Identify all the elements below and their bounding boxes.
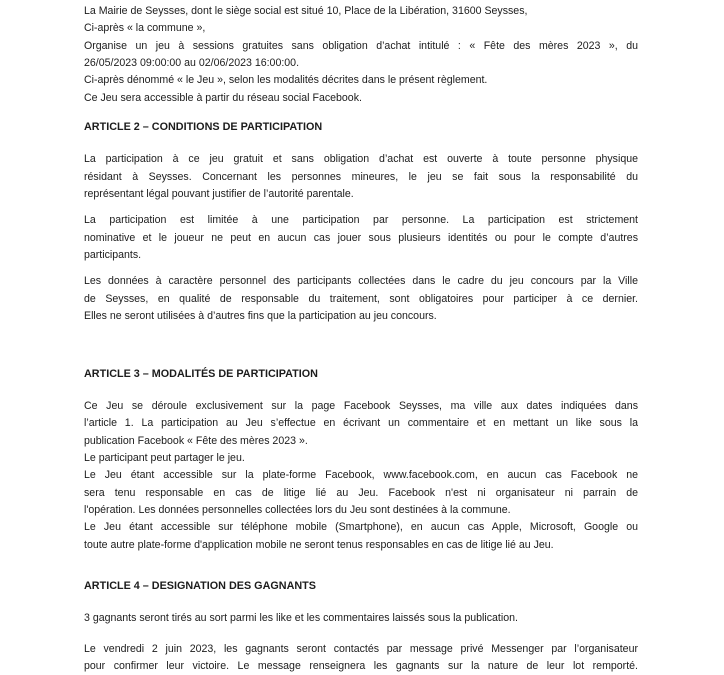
text-line: Le Jeu étant accessible sur la plate-forme Facebook, www.facebook.com, en aucun cas Facebook ne — [84, 469, 638, 482]
paragraph — [84, 151, 638, 203]
text-line: toute autre plate-forme d'application mobile ne seront tenus responsables en cas de litige lié au Jeu. — [84, 538, 554, 551]
text-line: nominative et le joueur ne peut en aucun cas jouer sous plusieurs identités ou pour le compte d’autres — [84, 231, 638, 244]
text-line: La participation à ce jeu gratuit et sans obligation d’achat est ouverte à toute personne physique — [84, 153, 638, 166]
text-line: Le Jeu étant accessible sur téléphone mobile (Smartphone), en aucun cas Apple, Microsoft, Google ou — [84, 521, 638, 534]
text-line: Elles ne seront utilisées à d’autres fins que la participation au jeu concours. — [84, 310, 437, 323]
paragraph — [84, 610, 638, 627]
article-heading: ARTICLE 2 – CONDITIONS DE PARTICIPATION — [84, 121, 323, 134]
text-line: Ce Jeu se déroule exclusivement sur la page Facebook Seysses, ma ville aux dates indiquées dans — [84, 399, 638, 412]
text-line: La participation est limitée à une participation par personne. La participation est strictement — [84, 214, 638, 227]
text-line: représentant légal pouvant justifier de l’autorité parentale. — [84, 188, 354, 201]
paragraph — [84, 641, 638, 675]
text-line: participants. — [84, 249, 142, 262]
text-line: sera tenu responsable en cas de litige lié au Jeu. Facebook n'est ni organisateur ni parrain de — [84, 486, 638, 499]
text-line: résidant à Seysses. Concernant les personnes mineures, le jeu se fait sous la responsabilité du — [84, 170, 638, 183]
text-line: publication Facebook « Fête des mères 2023 ». — [84, 434, 308, 447]
paragraph — [84, 273, 638, 325]
text-line: Organise un jeu à sessions gratuites sans obligation d’achat intitulé : « Fête des mères 2023 », du — [84, 39, 638, 52]
text-line: Le vendredi 2 juin 2023, les gagnants seront contactés par message privé Messenger par l’organisateur — [84, 642, 638, 655]
text-line: 26/05/2023 09:00:00 au 02/06/2023 16:00:00. — [84, 57, 300, 70]
text-line: pour confirmer leur victoire. Le message renseignera les gagnants sur la nature de leur lot remporté. — [84, 659, 638, 672]
article-heading: ARTICLE 4 – DESIGNATION DES GAGNANTS — [84, 579, 316, 592]
paragraph — [84, 398, 638, 554]
article-heading: ARTICLE 3 – MODALITÉS DE PARTICIPATION — [84, 367, 318, 380]
document-content — [84, 3, 638, 675]
text-line: l’article 1. La participation au Jeu s’effectue en écrivant un commentaire et en mettant un like sous la — [84, 417, 638, 430]
paragraph — [84, 212, 638, 264]
text-line: La Mairie de Seysses, dont le siège social est situé 10, Place de la Libération, 31600 Seysses, — [84, 5, 528, 17]
text-line: Ci-après dénommé « le Jeu », selon les modalités décrites dans le présent règlement. — [84, 74, 488, 87]
text-line: Ci-après « la commune », — [84, 22, 206, 35]
text-line: l'opération. Les données personnelles collectées lors du Jeu sont destinées à la commune. — [84, 503, 511, 516]
text-line: 3 gagnants seront tirés au sort parmi les like et les commentaires laissés sous la publication. — [84, 612, 518, 625]
paragraph — [84, 3, 638, 107]
text-line: Les données à caractère personnel des participants collectées dans le cadre du jeu concours par la Ville — [84, 275, 638, 288]
text-line: Ce Jeu sera accessible à partir du réseau social Facebook. — [84, 91, 362, 104]
text-line: de Seysses, en qualité de responsable du traitement, sont obligatoires pour participer à ce dernier. — [84, 292, 638, 305]
text-line: Le participant peut partager le jeu. — [84, 451, 245, 464]
